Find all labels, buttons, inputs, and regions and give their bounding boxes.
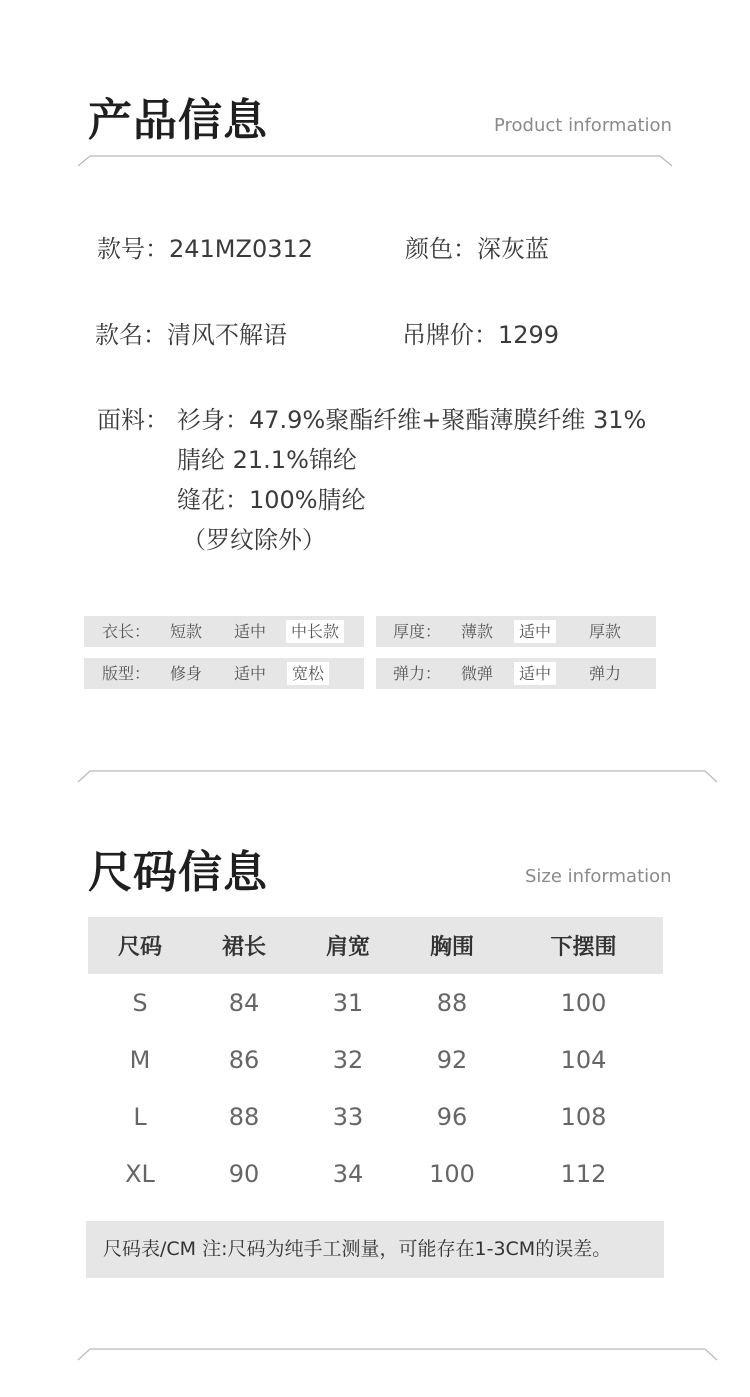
middle-divider	[0, 768, 750, 788]
attribute-label: 衣长：	[102, 622, 151, 641]
table-cell: L	[133, 1102, 147, 1131]
attribute-option: 适中	[234, 622, 267, 641]
table-row	[88, 1031, 663, 1088]
attribute-label: 弹力：	[393, 664, 442, 683]
attribute-option: 微弹	[461, 664, 494, 683]
table-cell: 88	[228, 1102, 260, 1131]
table-cell: 34	[332, 1159, 364, 1188]
color-value: 深灰蓝	[477, 235, 549, 263]
style-name-value: 清风不解语	[167, 321, 287, 349]
attribute-option-selected: 适中	[514, 662, 556, 685]
table-cell: M	[129, 1045, 151, 1074]
column-header: 胸围	[400, 917, 504, 974]
attribute-option: 修身	[170, 664, 203, 683]
table-cell: 100	[429, 1159, 475, 1188]
table-cell: S	[132, 988, 148, 1017]
style-number-label: 款号：	[97, 235, 169, 263]
table-cell: 108	[560, 1102, 607, 1131]
table-cell: 86	[228, 1045, 260, 1074]
tag-price-label: 吊牌价：	[402, 321, 498, 349]
attribute-option-selected: 宽松	[287, 662, 329, 685]
attribute-length	[84, 616, 364, 647]
size-note: 尺码表/CM 注:尺码为纯手工测量，可能存在1-3CM的误差。	[86, 1221, 664, 1278]
attribute-label: 厚度：	[393, 622, 442, 641]
table-cell: 92	[436, 1045, 468, 1074]
tag-price	[402, 315, 559, 350]
product-heading: 产品信息	[88, 95, 268, 146]
color	[405, 229, 549, 264]
top-divider	[0, 150, 750, 170]
attribute-thickness	[376, 616, 656, 647]
attribute-option: 短款	[170, 622, 203, 641]
attribute-option: 薄款	[461, 622, 494, 641]
table-cell: 31	[332, 988, 364, 1017]
attribute-label: 版型：	[102, 664, 151, 683]
attribute-option: 厚款	[589, 622, 622, 641]
size-subtitle: Size information	[525, 866, 672, 887]
table-cell: 96	[436, 1102, 468, 1131]
table-cell: 33	[332, 1102, 364, 1131]
column-header: 尺码	[88, 917, 192, 974]
table-cell: 32	[332, 1045, 364, 1074]
table-cell: 90	[228, 1159, 260, 1188]
bottom-divider	[0, 1346, 750, 1366]
table-row	[88, 974, 663, 1031]
fabric-line: 缝花：100%腈纶	[177, 486, 366, 514]
style-number	[97, 229, 313, 264]
attribute-elasticity	[376, 658, 656, 689]
attribute-option: 弹力	[589, 664, 622, 683]
style-name	[95, 315, 287, 350]
table-row	[88, 1145, 663, 1202]
column-header: 肩宽	[296, 917, 400, 974]
fabric-label: 面料：	[97, 406, 169, 434]
table-row	[88, 1088, 663, 1145]
tag-price-value: 1299	[498, 321, 560, 349]
table-cell: 104	[560, 1045, 607, 1074]
style-number-value: 241MZ0312	[169, 235, 314, 263]
table-cell: 112	[560, 1159, 607, 1188]
column-header: 下摆围	[504, 917, 663, 974]
size-table	[88, 917, 663, 1202]
style-name-label: 款名：	[95, 321, 167, 349]
fabric-line: 衫身：47.9%聚酯纤维+聚酯薄膜纤维 31%	[177, 406, 647, 434]
column-header: 裙长	[192, 917, 296, 974]
attribute-fit	[84, 658, 364, 689]
table-cell: 84	[228, 988, 260, 1017]
attribute-option-selected: 适中	[514, 620, 556, 643]
size-heading: 尺码信息	[88, 847, 268, 898]
fabric-line: 腈纶 21.1%锦纶	[177, 446, 357, 474]
table-cell: 88	[436, 988, 468, 1017]
attribute-option-selected: 中长款	[286, 620, 344, 643]
product-subtitle: Product information	[494, 115, 672, 136]
table-header-row	[88, 917, 663, 974]
fabric-line: （罗纹除外）	[182, 526, 326, 554]
table-cell: XL	[125, 1159, 155, 1188]
table-cell: 100	[560, 988, 607, 1017]
color-label: 颜色：	[405, 235, 477, 263]
attribute-option: 适中	[234, 664, 267, 683]
